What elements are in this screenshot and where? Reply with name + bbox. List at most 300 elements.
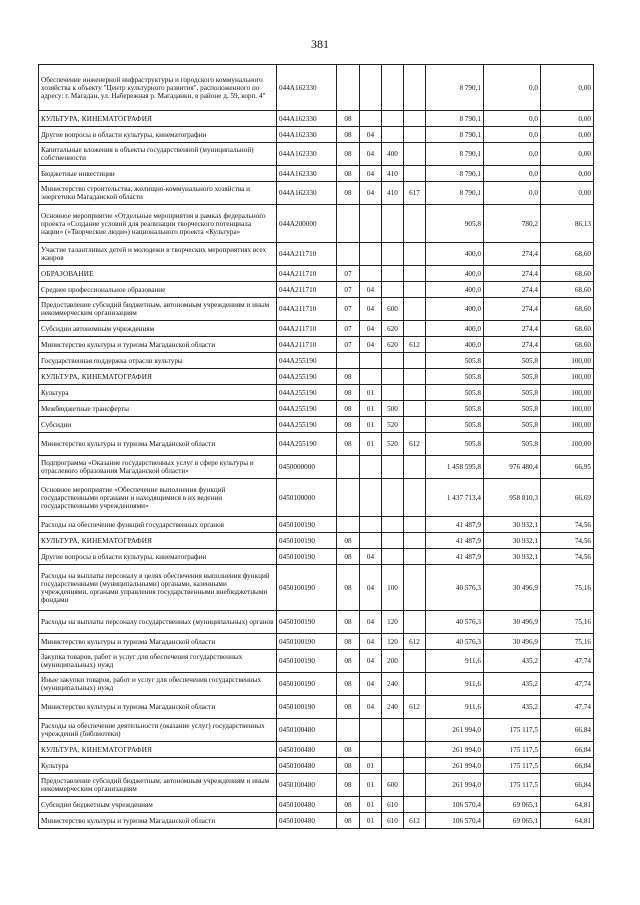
cell-type [382, 266, 404, 282]
cell-pct: 68,60 [541, 243, 594, 266]
cell-sec: 08 [337, 565, 360, 611]
cell-dept [404, 742, 426, 758]
cell-code: 0450100480 [277, 742, 337, 758]
cell-pct: 100,00 [541, 417, 594, 433]
table-row [39, 456, 594, 479]
cell-type: 410 [382, 182, 404, 205]
cell-fact: 274,4 [484, 266, 541, 282]
cell-sub: 01 [360, 758, 382, 774]
cell-type: 610 [382, 797, 404, 813]
cell-sec: 08 [337, 813, 360, 829]
cell-sub: 04 [360, 182, 382, 205]
cell-plan: 8 790,1 [426, 166, 484, 182]
cell-sec: 07 [337, 321, 360, 337]
table-row [39, 385, 594, 401]
cell-sec: 08 [337, 797, 360, 813]
table-row [39, 533, 594, 549]
cell-pct: 66,84 [541, 742, 594, 758]
cell-sec: 07 [337, 298, 360, 321]
cell-dept [404, 565, 426, 611]
cell-name: КУЛЬТУРА, КИНЕМАТОГРАФИЯ [39, 742, 277, 758]
cell-code: 044А162330 [277, 111, 337, 127]
table-row [39, 337, 594, 353]
cell-sec [337, 205, 360, 243]
cell-name: Другие вопросы в области культуры, кинематографии [39, 127, 277, 143]
cell-fact: 274,4 [484, 243, 541, 266]
table-row [39, 417, 594, 433]
cell-type [382, 517, 404, 533]
cell-dept [404, 611, 426, 634]
cell-dept [404, 456, 426, 479]
cell-pct: 47,74 [541, 673, 594, 696]
cell-type: 200 [382, 650, 404, 673]
cell-fact: 175 117,5 [484, 758, 541, 774]
cell-fact: 0,0 [484, 65, 541, 111]
cell-sub [360, 65, 382, 111]
cell-plan: 1 458 595,8 [426, 456, 484, 479]
cell-type [382, 369, 404, 385]
cell-pct: 64,81 [541, 813, 594, 829]
cell-name: Межбюджетные трансферты [39, 401, 277, 417]
cell-type: 600 [382, 774, 404, 797]
cell-dept [404, 127, 426, 143]
cell-sec: 08 [337, 673, 360, 696]
table-row [39, 565, 594, 611]
cell-code: 0450100480 [277, 813, 337, 829]
cell-sec [337, 353, 360, 369]
cell-pct: 100,00 [541, 353, 594, 369]
table-row [39, 65, 594, 111]
cell-fact: 274,4 [484, 282, 541, 298]
cell-sec: 08 [337, 182, 360, 205]
cell-sub: 04 [360, 321, 382, 337]
cell-dept [404, 650, 426, 673]
cell-type: 240 [382, 696, 404, 719]
cell-sub: 04 [360, 143, 382, 166]
cell-sub: 01 [360, 417, 382, 433]
cell-type [382, 533, 404, 549]
cell-plan: 8 790,1 [426, 127, 484, 143]
cell-fact: 505,8 [484, 385, 541, 401]
cell-sec: 08 [337, 401, 360, 417]
cell-name: Обеспечение инженерной инфраструктуры и городского коммунального хозяйства к объекту "Центр культурного развития", расположенного по адресу: г. Магадан, ул. Набережная р. Магаданки, в районе д. 59, корп. 4" [39, 65, 277, 111]
cell-sub [360, 353, 382, 369]
cell-plan: 106 570,4 [426, 813, 484, 829]
cell-plan: 400,0 [426, 321, 484, 337]
cell-pct: 47,74 [541, 650, 594, 673]
cell-pct: 68,60 [541, 298, 594, 321]
cell-code: 0450100480 [277, 774, 337, 797]
cell-pct: 68,60 [541, 337, 594, 353]
table-row [39, 433, 594, 456]
cell-type [382, 385, 404, 401]
table-row [39, 549, 594, 565]
cell-fact: 274,4 [484, 298, 541, 321]
cell-name: Расходы на выплаты персоналу государственных (муниципальных) органов [39, 611, 277, 634]
cell-sec: 08 [337, 774, 360, 797]
cell-sec: 08 [337, 696, 360, 719]
cell-type: 240 [382, 673, 404, 696]
cell-fact: 30 932,1 [484, 533, 541, 549]
cell-pct: 66,84 [541, 719, 594, 742]
cell-name: Бюджетные инвестиции [39, 166, 277, 182]
cell-fact: 0,0 [484, 182, 541, 205]
cell-sub [360, 742, 382, 758]
cell-code: 0450100190 [277, 549, 337, 565]
cell-plan: 505,8 [426, 433, 484, 456]
cell-plan: 41 487,9 [426, 533, 484, 549]
cell-sec: 07 [337, 282, 360, 298]
cell-sub: 04 [360, 634, 382, 650]
cell-dept [404, 758, 426, 774]
cell-dept [404, 369, 426, 385]
cell-pct: 68,60 [541, 321, 594, 337]
cell-fact: 505,8 [484, 433, 541, 456]
cell-sec: 08 [337, 758, 360, 774]
cell-plan: 8 790,1 [426, 182, 484, 205]
cell-sec [337, 65, 360, 111]
cell-code: 0450100190 [277, 517, 337, 533]
cell-plan: 911,6 [426, 696, 484, 719]
cell-plan: 505,8 [426, 417, 484, 433]
cell-fact: 175 117,5 [484, 742, 541, 758]
cell-sec [337, 456, 360, 479]
cell-name: Основное мероприятие «Отдельные мероприятия в рамках федерального проекта «Создание условий для реализации творческого потенциала нации» («Творческие люди») национального проекта «Культура» [39, 205, 277, 243]
cell-fact: 0,0 [484, 111, 541, 127]
cell-code: 044А211710 [277, 243, 337, 266]
cell-type: 620 [382, 321, 404, 337]
cell-code: 044А255190 [277, 385, 337, 401]
table-row [39, 479, 594, 517]
cell-fact: 505,8 [484, 369, 541, 385]
cell-dept [404, 321, 426, 337]
cell-plan: 41 487,9 [426, 517, 484, 533]
cell-dept [404, 533, 426, 549]
cell-dept: 612 [404, 696, 426, 719]
cell-type [382, 719, 404, 742]
cell-dept: 617 [404, 182, 426, 205]
cell-name: КУЛЬТУРА, КИНЕМАТОГРАФИЯ [39, 533, 277, 549]
cell-fact: 30 932,1 [484, 549, 541, 565]
cell-name: Субсидии [39, 417, 277, 433]
cell-name: Министерство культуры и туризма Магаданской области [39, 337, 277, 353]
cell-plan: 400,0 [426, 298, 484, 321]
cell-plan: 261 994,0 [426, 742, 484, 758]
cell-sub: 01 [360, 797, 382, 813]
cell-pct: 0,00 [541, 143, 594, 166]
cell-dept [404, 282, 426, 298]
cell-dept: 612 [404, 433, 426, 456]
cell-type: 120 [382, 634, 404, 650]
cell-name: Министерство культуры и туризма Магаданской области [39, 696, 277, 719]
cell-sec: 08 [337, 385, 360, 401]
cell-pct: 66,84 [541, 758, 594, 774]
cell-code: 0450100190 [277, 533, 337, 549]
cell-pct: 0,00 [541, 111, 594, 127]
cell-plan: 400,0 [426, 337, 484, 353]
cell-name: КУЛЬТУРА, КИНЕМАТОГРАФИЯ [39, 111, 277, 127]
cell-plan: 8 790,1 [426, 65, 484, 111]
table-row [39, 369, 594, 385]
cell-pct: 100,00 [541, 369, 594, 385]
cell-sub: 04 [360, 549, 382, 565]
cell-sec: 08 [337, 650, 360, 673]
cell-plan: 40 576,3 [426, 634, 484, 650]
cell-sub: 04 [360, 611, 382, 634]
cell-sec: 07 [337, 337, 360, 353]
cell-type: 500 [382, 401, 404, 417]
cell-code: 0450100480 [277, 719, 337, 742]
cell-code: 044А162330 [277, 143, 337, 166]
cell-fact: 30 932,1 [484, 517, 541, 533]
table-row [39, 282, 594, 298]
cell-sub [360, 205, 382, 243]
cell-sec: 08 [337, 634, 360, 650]
cell-sub: 04 [360, 282, 382, 298]
cell-plan: 261 994,0 [426, 758, 484, 774]
cell-code: 044А162330 [277, 65, 337, 111]
cell-code: 044А211710 [277, 266, 337, 282]
cell-plan: 505,8 [426, 401, 484, 417]
cell-fact: 175 117,5 [484, 774, 541, 797]
budget-table-body [39, 65, 594, 829]
table-row [39, 353, 594, 369]
cell-fact: 175 117,5 [484, 719, 541, 742]
cell-pct: 68,60 [541, 266, 594, 282]
cell-dept [404, 417, 426, 433]
cell-fact: 274,4 [484, 337, 541, 353]
cell-code: 0450100480 [277, 758, 337, 774]
cell-sub [360, 517, 382, 533]
cell-type [382, 758, 404, 774]
cell-code: 0450000000 [277, 456, 337, 479]
cell-sec: 08 [337, 111, 360, 127]
cell-code: 044А255190 [277, 433, 337, 456]
cell-name: ОБРАЗОВАНИЕ [39, 266, 277, 282]
cell-code: 044А211710 [277, 321, 337, 337]
cell-code: 0450100480 [277, 797, 337, 813]
cell-type [382, 205, 404, 243]
cell-fact: 0,0 [484, 143, 541, 166]
cell-sec: 08 [337, 127, 360, 143]
cell-code: 044А255190 [277, 353, 337, 369]
cell-pct: 0,00 [541, 182, 594, 205]
cell-sub [360, 266, 382, 282]
cell-sub [360, 456, 382, 479]
cell-type: 600 [382, 298, 404, 321]
table-row [39, 205, 594, 243]
cell-sub [360, 533, 382, 549]
cell-pct: 75,16 [541, 611, 594, 634]
cell-code: 0450100190 [277, 611, 337, 634]
table-row [39, 650, 594, 673]
cell-dept [404, 243, 426, 266]
table-row [39, 143, 594, 166]
cell-name: Расходы на обеспечение деятельности (оказание услуг) государственных учреждений (библиотеки) [39, 719, 277, 742]
cell-pct: 47,74 [541, 696, 594, 719]
cell-type [382, 282, 404, 298]
cell-dept [404, 797, 426, 813]
cell-name: Основное мероприятие «Обеспечение выполнения функций государственными органами и находящимися в их ведении государственными учреждениями» [39, 479, 277, 517]
cell-sec: 08 [337, 166, 360, 182]
cell-type [382, 243, 404, 266]
cell-name: Предоставление субсидий бюджетным, автономным учреждениям и иным некоммерческим организациям [39, 298, 277, 321]
cell-fact: 0,0 [484, 166, 541, 182]
table-row [39, 797, 594, 813]
cell-name: Министерство строительства, жилищно-коммунального хозяйства и энергетики Магаданской области [39, 182, 277, 205]
cell-plan: 40 576,3 [426, 611, 484, 634]
cell-plan: 905,8 [426, 205, 484, 243]
cell-sec: 08 [337, 611, 360, 634]
cell-sub: 04 [360, 696, 382, 719]
cell-dept [404, 549, 426, 565]
budget-table [38, 64, 594, 829]
cell-fact: 958 810,3 [484, 479, 541, 517]
cell-sub: 04 [360, 298, 382, 321]
table-row [39, 696, 594, 719]
cell-sec [337, 517, 360, 533]
cell-dept [404, 517, 426, 533]
cell-fact: 0,0 [484, 127, 541, 143]
cell-type: 410 [382, 166, 404, 182]
cell-dept [404, 719, 426, 742]
cell-dept: 612 [404, 634, 426, 650]
cell-sec: 08 [337, 549, 360, 565]
cell-code: 044А255190 [277, 401, 337, 417]
table-row [39, 758, 594, 774]
page-number: 381 [311, 37, 329, 51]
cell-dept [404, 479, 426, 517]
cell-fact: 976 480,4 [484, 456, 541, 479]
cell-sub [360, 369, 382, 385]
cell-pct: 75,16 [541, 565, 594, 611]
cell-sec [337, 719, 360, 742]
cell-name: Расходы на обеспечение функций государственных органов [39, 517, 277, 533]
cell-sec: 08 [337, 369, 360, 385]
cell-sub: 04 [360, 166, 382, 182]
table-row [39, 517, 594, 533]
cell-dept [404, 205, 426, 243]
cell-plan: 400,0 [426, 243, 484, 266]
cell-sub [360, 479, 382, 517]
table-row [39, 611, 594, 634]
cell-dept: 612 [404, 337, 426, 353]
cell-plan: 505,8 [426, 385, 484, 401]
cell-type [382, 742, 404, 758]
table-row [39, 774, 594, 797]
cell-sub: 04 [360, 565, 382, 611]
cell-sec: 08 [337, 143, 360, 166]
cell-plan: 505,8 [426, 369, 484, 385]
cell-name: Министерство культуры и туризма Магаданской области [39, 433, 277, 456]
cell-code: 044А255190 [277, 369, 337, 385]
cell-name: Капитальные вложения в объекты государственной (муниципальной) собственности [39, 143, 277, 166]
cell-pct: 66,95 [541, 456, 594, 479]
cell-fact: 780,2 [484, 205, 541, 243]
cell-pct: 100,00 [541, 385, 594, 401]
cell-plan: 1 437 713,4 [426, 479, 484, 517]
cell-type [382, 456, 404, 479]
cell-pct: 86,13 [541, 205, 594, 243]
cell-fact: 69 065,1 [484, 797, 541, 813]
cell-sub: 01 [360, 774, 382, 797]
cell-pct: 0,00 [541, 65, 594, 111]
cell-type: 610 [382, 813, 404, 829]
cell-name: Предоставление субсидий бюджетным, автономным учреждениям и иным некоммерческим организациям [39, 774, 277, 797]
cell-dept [404, 111, 426, 127]
cell-dept [404, 266, 426, 282]
cell-name: Закупка товаров, работ и услуг для обеспечения государственных (муниципальных) нужд [39, 650, 277, 673]
cell-plan: 8 790,1 [426, 111, 484, 127]
cell-fact: 505,8 [484, 417, 541, 433]
cell-fact: 505,8 [484, 353, 541, 369]
cell-sub [360, 719, 382, 742]
table-row [39, 719, 594, 742]
cell-dept [404, 774, 426, 797]
cell-sub: 04 [360, 650, 382, 673]
cell-code: 0450100190 [277, 565, 337, 611]
cell-type: 620 [382, 337, 404, 353]
cell-sub [360, 111, 382, 127]
table-row [39, 634, 594, 650]
cell-fact: 435,2 [484, 673, 541, 696]
cell-dept [404, 673, 426, 696]
cell-type: 120 [382, 611, 404, 634]
cell-pct: 100,00 [541, 433, 594, 456]
cell-dept [404, 401, 426, 417]
cell-pct: 0,00 [541, 127, 594, 143]
cell-sub: 04 [360, 673, 382, 696]
cell-fact: 30 496,9 [484, 611, 541, 634]
cell-plan: 911,6 [426, 673, 484, 696]
table-row [39, 298, 594, 321]
cell-sec [337, 479, 360, 517]
table-row [39, 182, 594, 205]
cell-pct: 74,56 [541, 517, 594, 533]
cell-name: Государственная поддержка отрасли культуры [39, 353, 277, 369]
cell-code: 044А162330 [277, 127, 337, 143]
cell-name: Участие талантливых детей и молодежи в творческих мероприятиях всех жанров [39, 243, 277, 266]
cell-dept [404, 385, 426, 401]
cell-pct: 100,00 [541, 401, 594, 417]
cell-type: 520 [382, 417, 404, 433]
cell-code: 044А211710 [277, 337, 337, 353]
cell-dept [404, 143, 426, 166]
cell-plan: 261 994,0 [426, 719, 484, 742]
cell-code: 044А211710 [277, 298, 337, 321]
cell-sub: 04 [360, 337, 382, 353]
cell-name: Субсидии бюджетным учреждениям [39, 797, 277, 813]
cell-plan: 261 994,0 [426, 774, 484, 797]
cell-fact: 435,2 [484, 696, 541, 719]
cell-code: 0450100190 [277, 634, 337, 650]
cell-plan: 911,6 [426, 650, 484, 673]
cell-sec: 08 [337, 533, 360, 549]
cell-code: 0450100190 [277, 673, 337, 696]
table-row [39, 111, 594, 127]
cell-name: КУЛЬТУРА, КИНЕМАТОГРАФИЯ [39, 369, 277, 385]
table-row [39, 243, 594, 266]
cell-name: Культура [39, 385, 277, 401]
cell-sub: 01 [360, 401, 382, 417]
cell-pct: 64,81 [541, 797, 594, 813]
cell-name: Субсидии автономным учреждениям [39, 321, 277, 337]
table-row [39, 266, 594, 282]
cell-pct: 66,69 [541, 479, 594, 517]
cell-name: Иные закупки товаров, работ и услуг для обеспечения государственных (муниципальных) нужд [39, 673, 277, 696]
table-row [39, 321, 594, 337]
table-row [39, 401, 594, 417]
